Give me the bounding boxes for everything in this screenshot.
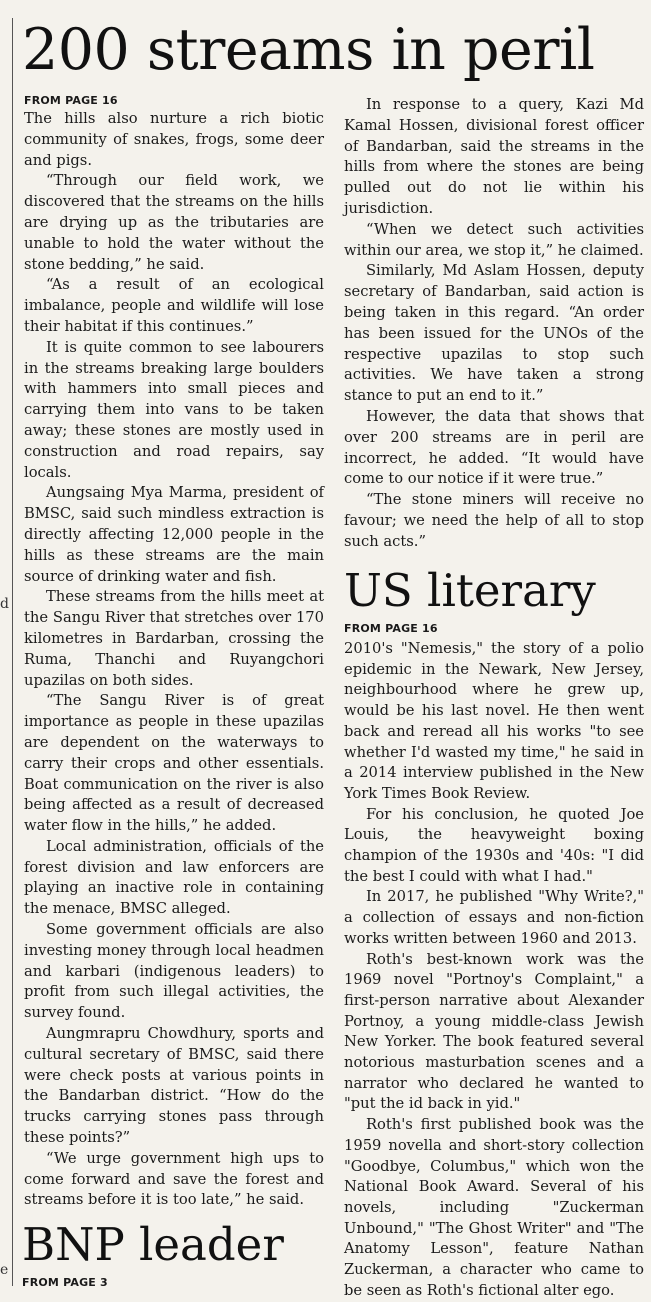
paragraph: The hills also nurture a rich biotic community of snakes, frogs, some deer and pigs.: [24, 110, 324, 169]
paragraph: 2010's "Nemesis," the story of a polio epidemic in the Newark, New Jersey, neighbourhood where he grew up, would be his last novel. He then went back and reread all his works "to see whether I'd wasted my time," he said in a 2014 interview published in the New York Times Book Review.: [344, 640, 644, 802]
paragraph: However, the data that shows that over 200 streams are in peril are incorrect, he added. “It would have come to our notice if it were true.”: [344, 407, 644, 488]
article-us-literary: [344, 622, 644, 1302]
paragraph: Some government officials are also investing money through local headmen and karbari (indigenous leaders) to profit from such illegal activities, the survey found.: [24, 921, 324, 1022]
paragraph: For his conclusion, he quoted Joe Louis, the heavyweight boxing champion of the 1930s and '40s: "I did the best I could with what I had.": [344, 805, 644, 885]
paragraph: Roth's first published book was the 1959 novella and short-story collection "Goodbye, Columbus," which won the National Book Award. Several of his novels, including "Zuckerman Unbound," "The Ghost Writer" and "The Anatomy Lesson", feature Nathan Zuckerman, a character who came to be seen as Roth's fictional alter ego.: [344, 1116, 644, 1299]
paragraph: These streams from the hills meet at the Sangu River that stretches over 170 kilometres in Bardarban, crossing the Ruma, Thanchi and Ruyangchori upazilas on both sides.: [24, 588, 324, 689]
paragraph: “The Sangu River is of great importance as people in these upazilas are dependent on the waterways to carry their crops and other essentials. Boat communication on the river is also being affected as a result of decreased water flow in the hills,” he added.: [24, 692, 324, 835]
jump-line: FROM PAGE 3: [22, 1276, 108, 1289]
article-column-2: [344, 95, 644, 553]
headline-us-literary: US literary: [344, 564, 596, 617]
paragraph: Similarly, Md Aslam Hossen, deputy secretary of Bandarban, said action is being taken in this regard. “An order has been issued for the UNOs of the respective upazilas to stop such activities. We have taken a strong stance to put an end to it.”: [344, 262, 644, 405]
margin-letter: d: [0, 596, 9, 612]
paragraph: “Through our field work, we discovered that the streams on the hills are drying up as the tributaries are unable to hold the water without the stone bedding,” he said.: [24, 172, 324, 273]
paragraph: Local administration, officials of the forest division and law enforcers are playing an inactive role in containing the menace, BMSC alleged.: [24, 837, 324, 918]
article-column-1: [24, 94, 324, 1211]
paragraph: Aungsaing Mya Marma, president of BMSC, said such mindless extraction is directly affecting 12,000 people in the hills as these streams are the main source of drinking water and fish.: [24, 484, 324, 585]
paragraph: Roth's best-known work was the 1969 novel "Portnoy's Complaint," a first-person narrative about Alexander Portnoy, a young middle-class Jewish New Yorker. The book featured several notorious masturbation scenes and a narrator who declared he wanted to "put the id back in yid.": [344, 950, 644, 1113]
paragraph: “As a result of an ecological imbalance, people and wildlife will lose their habitat if this continues.”: [24, 276, 324, 335]
article-bnp-leader: [22, 1276, 322, 1291]
paragraph: It is quite common to see labourers in the streams breaking large boulders with hammers into small pieces and carrying them into vans to be taken away; these stones are mostly used in construction and road repairs, say locals.: [24, 338, 324, 481]
margin-letter: e: [0, 1262, 9, 1278]
paragraph: “When we detect such activities within our area, we stop it,” he claimed.: [344, 220, 644, 259]
column-rule: [12, 18, 13, 1286]
paragraph: “The stone miners will receive no favour; we need the help of all to stop such acts.”: [344, 491, 644, 550]
paragraph: In 2017, he published "Why Write?," a collection of essays and non-fiction works written between 1960 and 2013.: [344, 888, 644, 947]
paragraph: “We urge government high ups to come forward and save the forest and streams before it is too late,” he said.: [24, 1149, 324, 1209]
jump-line: FROM PAGE 16: [24, 94, 118, 107]
paragraph: In response to a query, Kazi Md Kamal Hossen, divisional forest officer of Bandarban, said the streams in the hills from where the stones are being pulled out do not lie within his jurisdiction.: [344, 96, 644, 217]
jump-line: FROM PAGE 16: [344, 622, 438, 635]
headline-bnp-leader: BNP leader: [22, 1218, 284, 1271]
paragraph: Aungmrapru Chowdhury, sports and cultural secretary of BMSC, said there were check posts at various points in the Bandarban district. “How do the trucks carrying stones pass through these points?”: [24, 1025, 324, 1147]
headline-streams: 200 streams in peril: [22, 17, 595, 83]
